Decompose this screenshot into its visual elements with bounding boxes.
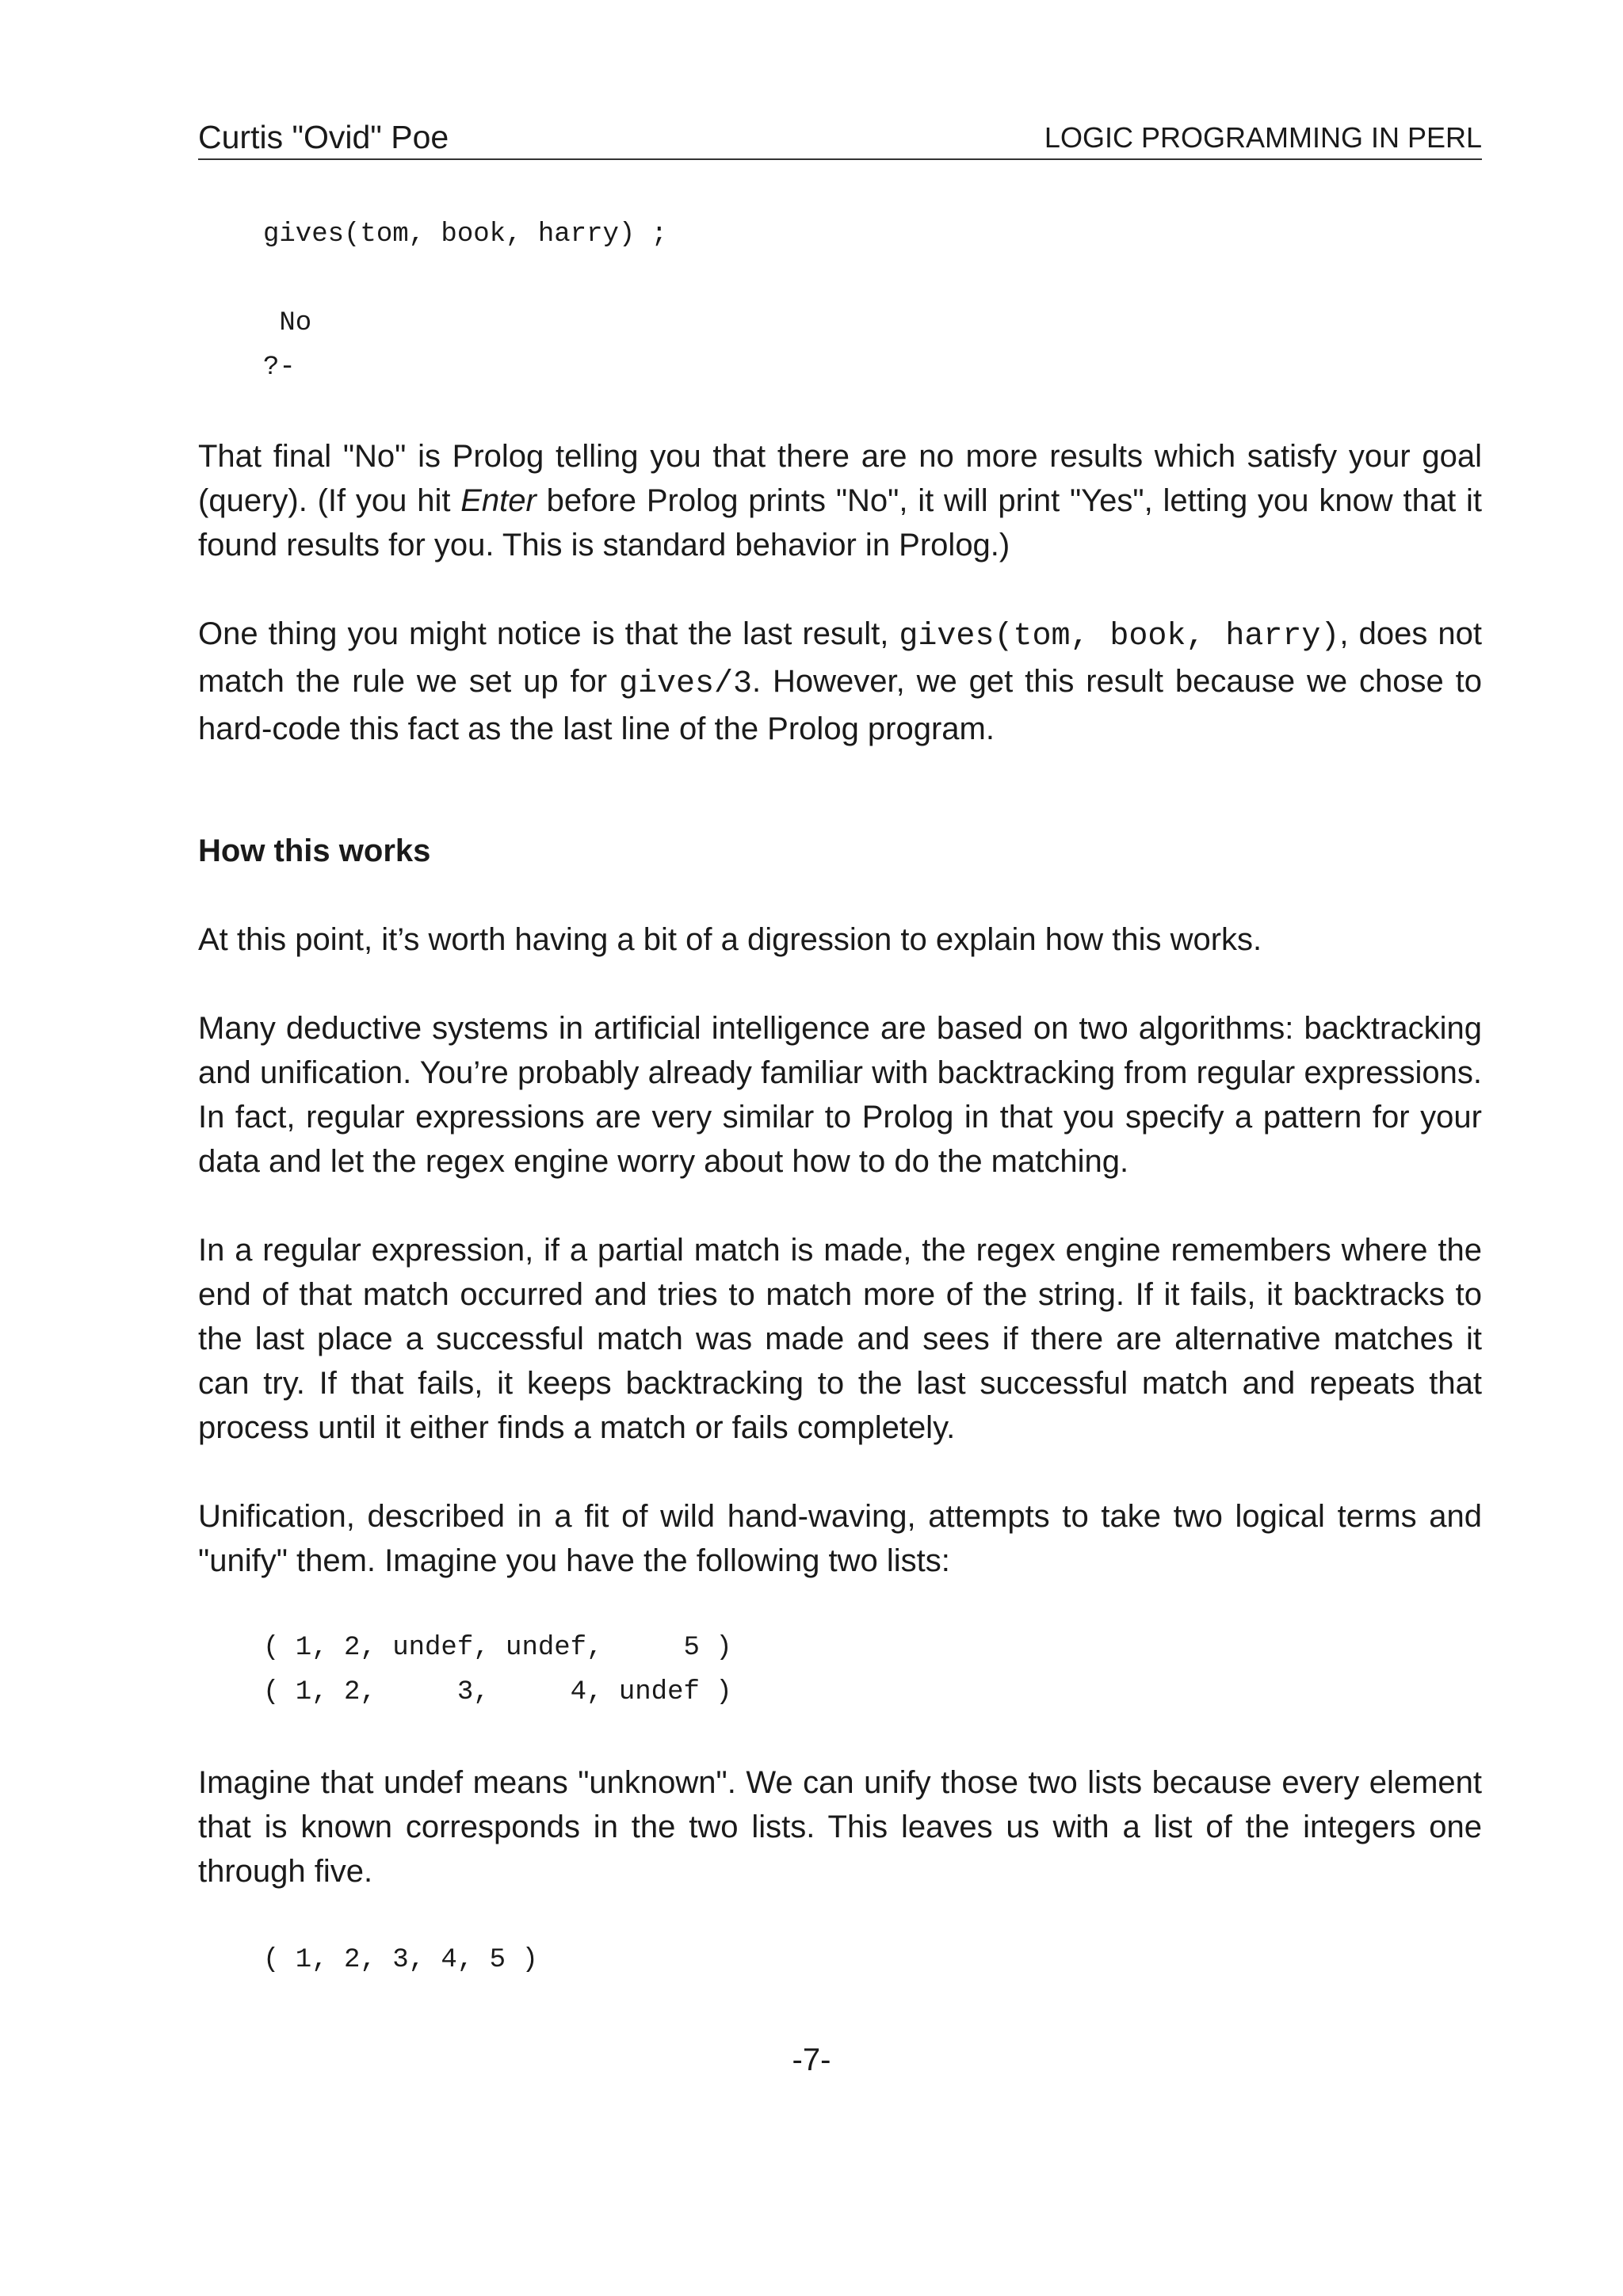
section-heading: How this works: [198, 833, 431, 868]
text-run: before Prolog prints "No", it will print "Yes", letting you know that it found results for you. This is standard behavior in Prolog.): [198, 483, 1482, 563]
code-line: ( 1, 2, 3, 4, undef ): [263, 1677, 732, 1707]
inline-code: gives/3: [619, 666, 753, 702]
header-author: Curtis "Ovid" Poe: [198, 119, 449, 155]
code-line: ( 1, 2, undef, undef, 5 ): [263, 1633, 732, 1663]
page-number: -7-: [792, 2042, 831, 2077]
text-run: , does not match the rule we set up for: [198, 616, 1483, 699]
paragraph-final-no: [198, 434, 1482, 567]
code-block-query: [263, 212, 667, 390]
paragraph-regex-backtracking: In a regular expression, if a partial match is made, the regex engine remembers where the end of that match occurred and tries to match more of the string. If it fails, it backtracks to the last place a successful match was made and sees if there are alternative matches it can try. If that fails, it keeps backtracking to the last successful match and repeats that process until it either finds a match or fails completely.: [198, 1233, 1482, 1445]
paragraph-undef: Imagine that undef means "unknown". We can unify those two lists because every element that is known corresponds in the two lists. This leaves us with a list of the integers one through five.: [198, 1765, 1482, 1889]
text-run: That final "No" is Prolog telling you that there are no more results which satisfy your goal (query). (If you hit: [198, 439, 1482, 518]
text-run: . However, we get this result because we chose to hard-code this fact as the last line of the Prolog program.: [198, 664, 1482, 746]
paragraph-last-result: [198, 612, 1482, 751]
paragraph-digression: At this point, it’s worth having a bit of a digression to explain how this works.: [198, 922, 1262, 957]
code-line: No: [263, 308, 312, 338]
code-line: ?-: [263, 353, 296, 383]
paragraph-unification: Unification, described in a fit of wild hand-waving, attempts to take two logical terms and "unify" them. Imagine you have the following two lists:: [198, 1499, 1482, 1578]
text-run: One thing you might notice is that the last result,: [198, 616, 899, 651]
running-header: [198, 117, 1482, 160]
code-line: gives(tom, book, harry) ;: [263, 219, 668, 250]
inline-code: gives(tom, book, harry): [899, 619, 1340, 654]
emphasis-enter: Enter: [460, 483, 537, 518]
header-title: LOGIC PROGRAMMING IN PERL: [1044, 121, 1482, 154]
code-block-result: [263, 1938, 538, 1982]
paragraph-backtracking-unification: Many deductive systems in artificial intelligence are based on two algorithms: backtracking and unification. You’re probably already familiar with backtracking from regular expressions. In fact, regular expressions are very similar to Prolog in that you specify a pattern for your data and let the regex engine worry about how to do the matching.: [198, 1011, 1482, 1179]
code-line: ( 1, 2, 3, 4, 5 ): [263, 1945, 538, 1975]
code-block-lists: [263, 1626, 732, 1714]
